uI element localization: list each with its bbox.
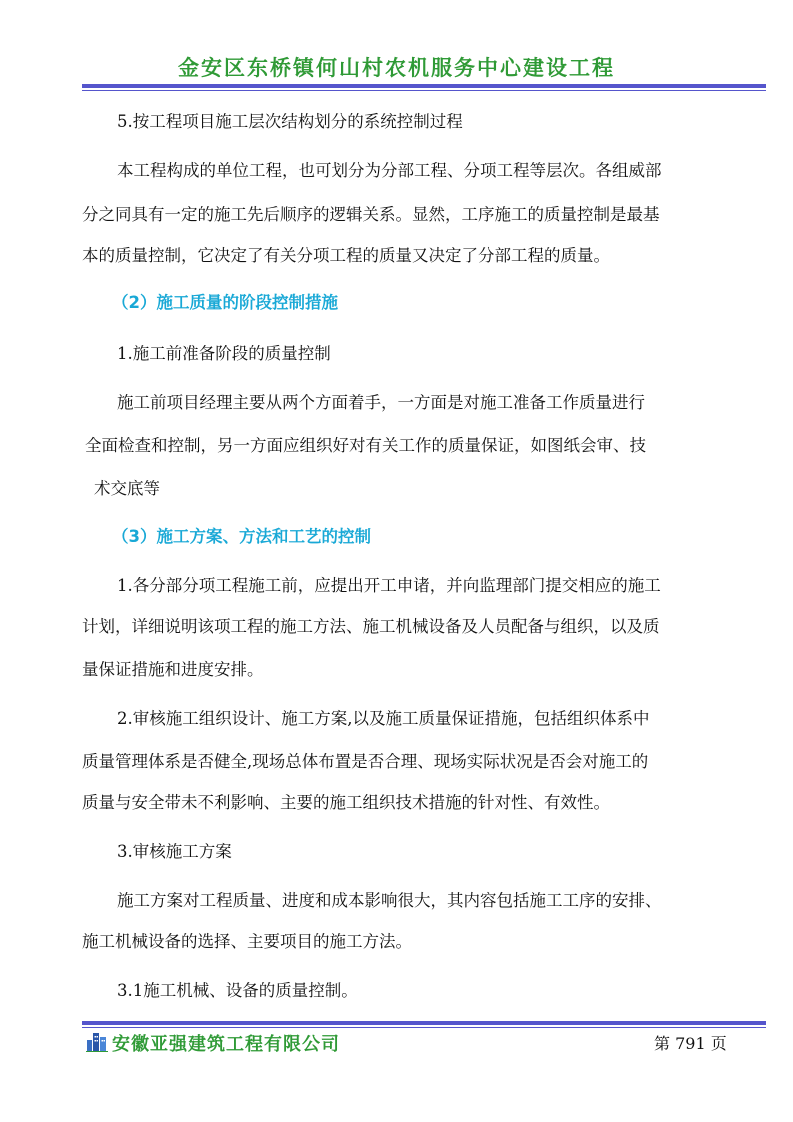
paragraph-line: 2.审核施工组织设计、施工方案,以及施工质量保证措施，包括组织体系中	[117, 709, 650, 728]
page-number: 第 791 页	[654, 1034, 727, 1053]
heading-line: 3.审核施工方案	[117, 842, 232, 861]
building-logo-icon	[86, 1030, 108, 1052]
paragraph-line: 本工程构成的单位工程，也可划分为分部工程、分项工程等层次。各组威部	[117, 161, 662, 180]
paragraph-line: 施工前项目经理主要从两个方面着手，一方面是对施工准备工作质量进行	[117, 393, 645, 412]
paragraph-line: 量保证措施和进度安排。	[82, 660, 264, 679]
paragraph-line: 本的质量控制，它决定了有关分项工程的质量又决定了分部工程的质量。	[82, 246, 610, 265]
paragraph-line: 计划，详细说明该项工程的施工方法、施工机械设备及人员配备与组织，以及质	[82, 617, 660, 636]
paragraph-line: 全面检查和控制，另一方面应组织好对有关工作的质量保证，如图纸会审、技	[85, 436, 646, 455]
footer-company-name: 安徽亚强建筑工程有限公司	[112, 1034, 340, 1055]
paragraph-line: 施工机械设备的选择、主要项目的施工方法。	[82, 932, 412, 951]
header-title: 金安区东桥镇何山村农机服务中心建设工程	[178, 56, 615, 80]
footer-divider	[82, 1021, 766, 1028]
paragraph-line: 术交底等	[94, 479, 160, 498]
paragraph-line: 分之同具有一定的施工先后顺序的逻辑关系。显然，工序施工的质量控制是最基	[82, 205, 660, 224]
section-subheading: （3）施工方案、方法和工艺的控制	[112, 527, 371, 546]
heading-line: 3.1施工机械、设备的质量控制。	[117, 981, 358, 1000]
heading-line: 5.按工程项目施工层次结构划分的系统控制过程	[117, 112, 463, 131]
paragraph-line: 1.各分部分项工程施工前，应提出开工申诸，并向监理部门提交相应的施工	[117, 576, 661, 595]
paragraph-line: 质量管理体系是否健全,现场总体布置是否合理、现场实际状况是否会对施工的	[82, 752, 649, 771]
header-divider	[82, 84, 766, 91]
heading-line: 1.施工前准备阶段的质量控制	[117, 344, 331, 363]
section-subheading: （2）施工质量的阶段控制措施	[112, 293, 338, 312]
paragraph-line: 质量与安全带未不利影响、主要的施工组织技术措施的针对性、有效性。	[82, 793, 610, 812]
paragraph-line: 施工方案对工程质量、进度和成本影响很大，其内容包括施工工序的安排、	[117, 891, 662, 910]
